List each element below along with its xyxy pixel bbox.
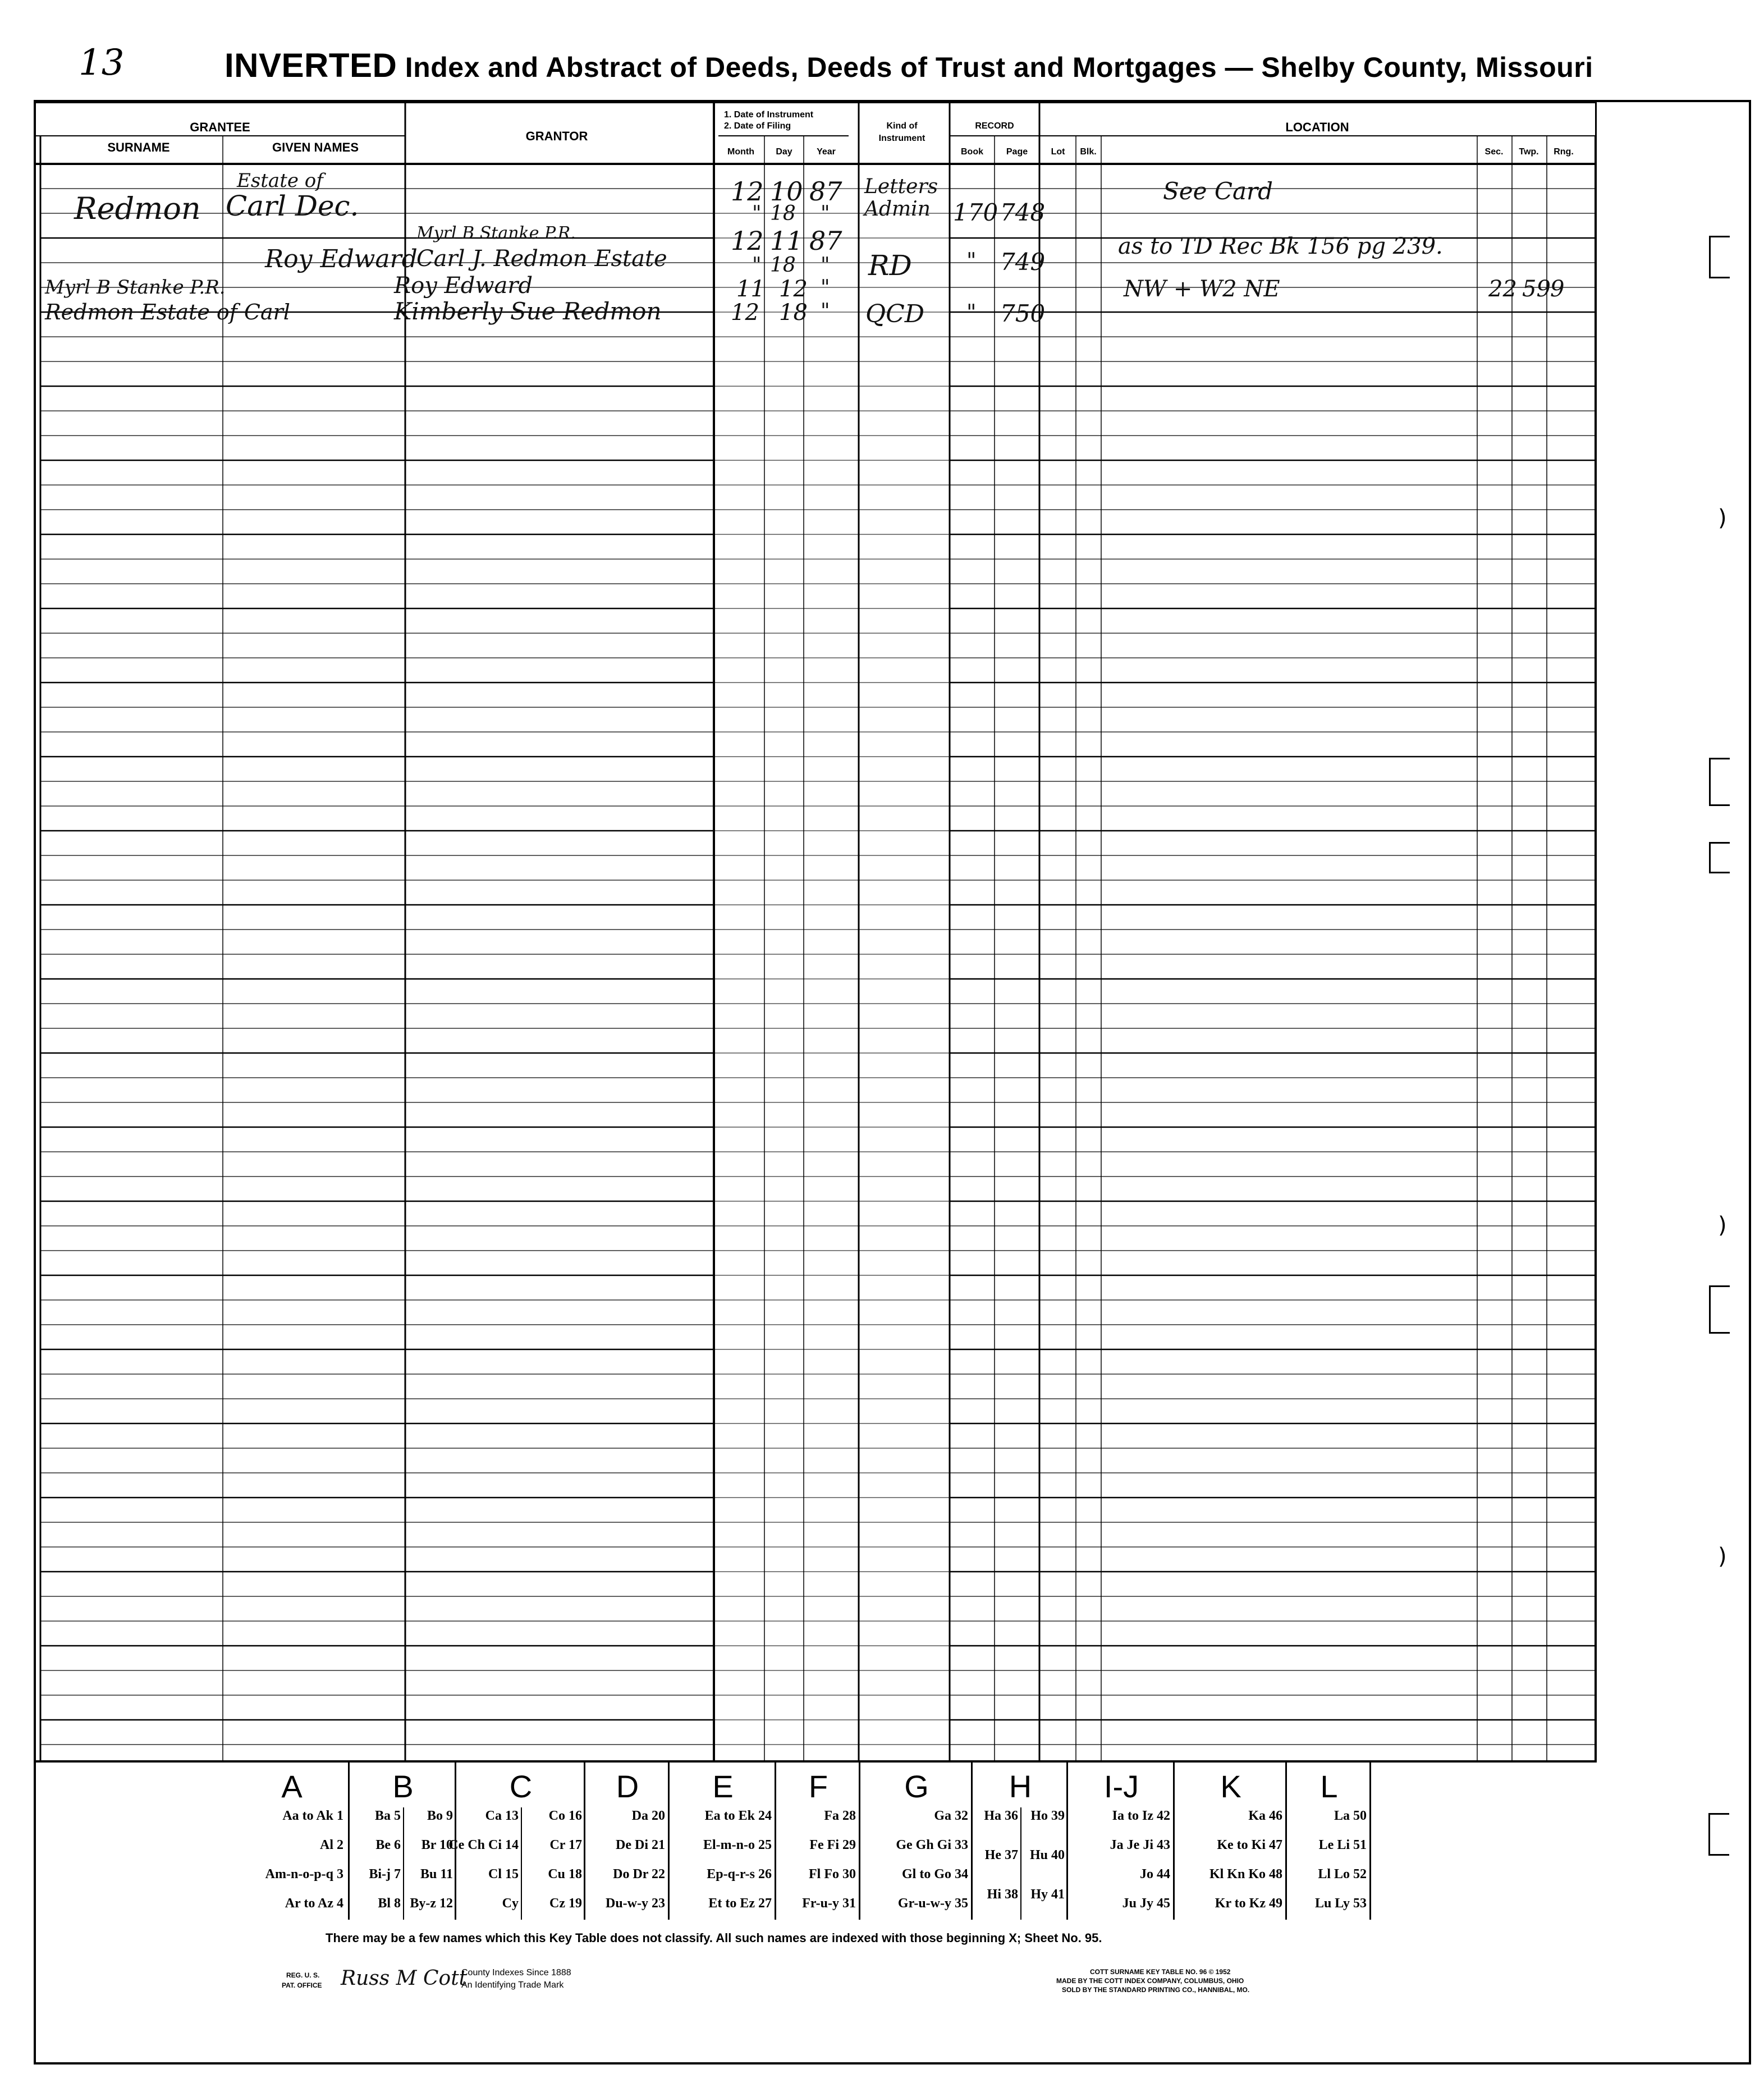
key-entry: Cl 15 [488,1867,519,1882]
entry-month: 12 [731,226,764,256]
month-header: Month [727,147,754,157]
binding-strip [1595,101,1752,1763]
key-column-a [236,1763,348,1920]
key-entry: Gl to Go 34 [902,1867,968,1882]
entry-month: " [752,202,762,225]
twp-header: Twp. [1519,147,1539,157]
entry-page: 748 [1000,199,1046,226]
key-entry: Ge Gh Gi 33 [896,1838,968,1852]
entry-surname: Myrl B Stanke P.R. [45,276,226,299]
entry-day: 18 [770,254,796,277]
key-letter: D [616,1769,639,1804]
entry-year: 87 [809,226,842,256]
key-entry: Fl Fo 30 [809,1867,856,1882]
key-letter: F [808,1769,828,1804]
key-entry: He 37 [984,1848,1018,1862]
key-entry: Ea to Ek 24 [704,1809,772,1823]
entry-book: " [966,300,977,324]
key-entry: Be 6 [375,1838,401,1852]
key-letter: I-J [1103,1769,1139,1804]
key-entry: Ar to Az 4 [285,1896,343,1911]
key-entry: Am-n-o-p-q 3 [265,1867,343,1882]
key-entry: Gr-u-w-y 35 [897,1896,968,1911]
entry-grantor-note: Myrl B Stanke P.R. [416,223,576,243]
entry-day: 11 [770,226,803,256]
rng-header: Rng. [1554,147,1574,157]
key-letter: L [1320,1769,1338,1804]
ring-hole-mark: ) [1718,1212,1727,1238]
entry-surname: Redmon Estate of Carl [45,300,290,324]
reg-line-1: REG. U. S. [286,1971,320,1979]
entry-kind: Admin [864,198,931,221]
entry-kind: QCD [865,300,925,328]
ring-hole-mark: ) [1718,505,1727,531]
page-number: 13 [79,42,125,84]
entry-given-names: Carl Dec. [226,190,359,222]
key-subdivider [521,1807,522,1920]
key-table-copyright: COTT SURNAME KEY TABLE NO. 96 © 1952 [1090,1968,1231,1976]
grantee-header: GRANTEE [190,120,250,134]
page-footer [35,1965,1752,2032]
surname-header: SURNAME [107,140,170,154]
title-rest: Index and Abstract of Deeds, Deeds of Trust and Mortgages — Shelby County, Missouri [405,52,1593,83]
book-header: Book [961,147,983,157]
key-entry: Jo 44 [1140,1867,1170,1882]
lot-header: Lot [1051,147,1065,157]
key-column-b [348,1763,456,1920]
ledger-entries [35,101,1595,393]
key-table-note: There may be a few names which this Key Table does not classify. All such names are indexed with those beginning X; Sheet No. 95. [326,1931,1102,1945]
entry-month: " [752,254,762,277]
key-entry: Ll Lo 52 [1318,1867,1367,1882]
entry-grantor: Kimberly Sue Redmon [394,297,662,325]
key-entry: La 50 [1334,1809,1367,1823]
page-col-header: Page [1006,147,1028,157]
key-entry: De Di 21 [616,1838,665,1852]
key-entry: Kr to Kz 49 [1215,1896,1282,1911]
key-entry: Fe Fi 29 [809,1838,856,1852]
date-header-2: 2. Date of Filing [724,121,791,131]
key-entry: Cu 18 [548,1867,582,1882]
key-entry: Al 2 [320,1838,343,1852]
entry-day: 10 [770,176,803,207]
key-entry: Fr-u-y 31 [802,1896,856,1911]
entry-month: 11 [736,276,765,302]
key-entry: Cr 17 [549,1838,582,1852]
key-column-l [1285,1763,1371,1920]
key-column-k [1173,1763,1287,1920]
ring-hole-mark: ) [1718,1544,1727,1569]
surname-key-table [236,1763,1392,1925]
maker-line: MADE BY THE COTT INDEX COMPANY, COLUMBUS, OHIO [1056,1977,1244,1985]
entry-sec: 22 [1488,276,1517,302]
binder-tab-mark [1709,236,1730,278]
record-header: RECORD [975,121,1014,131]
entry-day: 12 [779,276,808,302]
kind-header-1: Kind of [886,121,918,131]
key-entry: By-z 12 [410,1896,453,1911]
entry-day: 18 [770,202,796,225]
entry-year: " [821,276,830,299]
key-entry: Ho 39 [1030,1809,1065,1823]
cott-signature: Russ M Cott [341,1967,468,1990]
key-letter: B [392,1769,414,1804]
reg-line-2: PAT. OFFICE [282,1981,322,1989]
key-entry: Lu Ly 53 [1314,1896,1367,1911]
sec-header: Sec. [1484,147,1504,157]
entry-location: See Card [1163,177,1273,205]
key-column-g [859,1763,973,1920]
key-entry: Bo 9 [427,1809,453,1823]
entry-book: 170 [953,199,998,226]
key-column-h [971,1763,1068,1920]
key-entry: Et to Ez 27 [708,1896,772,1911]
entry-year: 87 [809,176,842,207]
key-entry: Ep-q-r-s 26 [707,1867,772,1882]
day-header: Day [776,147,792,157]
key-entry: Bl 8 [378,1896,401,1911]
key-letter: A [281,1769,303,1804]
key-column-i-j [1066,1763,1175,1920]
key-entry: Cz 19 [549,1896,582,1911]
binder-tab-mark [1709,758,1730,806]
entry-twp: 59 [1522,276,1551,302]
key-entry: Aa to Ak 1 [282,1809,343,1823]
since-1888: County Indexes Since 1888 [461,1968,571,1977]
key-end-rule [1369,1763,1371,1920]
entry-location: as to TD Rec Bk 156 pg 239. [1118,234,1443,259]
date-header-1: 1. Date of Instrument [724,110,814,120]
key-entry: Do Dr 22 [613,1867,665,1882]
key-column-f [775,1763,860,1920]
entry-grantor: Roy Edward [394,273,533,299]
entry-month: 12 [731,176,764,207]
binder-tab-mark [1709,1285,1730,1334]
key-entry: Da 20 [631,1809,665,1823]
key-entry: Hi 38 [987,1887,1018,1902]
blk-header: Blk. [1080,147,1097,157]
key-subdivider [403,1807,404,1920]
key-entry: Ba 5 [374,1809,401,1823]
key-column-c [448,1763,585,1920]
key-entry: Hy 41 [1030,1887,1065,1902]
key-entry: Ia to Iz 42 [1112,1809,1170,1823]
key-letter: G [904,1769,929,1804]
key-letter: E [712,1769,734,1804]
entry-month: 12 [731,300,759,326]
entry-page: 749 [1000,248,1046,276]
key-entry: Kl Kn Ko 48 [1209,1867,1282,1882]
key-entry: Fa 28 [824,1809,856,1823]
key-entry: Ce Ch Ci 14 [448,1838,519,1852]
key-entry: Ca 13 [485,1809,519,1823]
key-entry: Ja Je Ji 43 [1110,1838,1170,1852]
key-entry: Ha 36 [984,1809,1018,1823]
entry-year: " [821,300,830,323]
entry-page: 750 [1000,300,1046,327]
binder-tab-mark [1709,842,1730,873]
kind-header-2: Instrument [878,134,925,143]
entry-rng: 9 [1550,276,1565,302]
key-entry: Br 10 [421,1838,453,1852]
key-letter: C [509,1769,533,1804]
key-entry: Cy [502,1896,519,1911]
key-entry: Ga 32 [934,1809,968,1823]
key-column-e [668,1763,776,1920]
entry-kind: Letters [864,175,938,198]
entry-grantor: Carl J. Redmon Estate [416,246,667,272]
key-entry: Le Li 51 [1318,1838,1367,1852]
key-letter: H [1009,1769,1032,1804]
given-names-header: GIVEN NAMES [272,140,359,154]
key-entry: Ju Jy 45 [1122,1896,1170,1911]
entry-book: " [966,248,977,273]
key-entry: Co 16 [548,1809,582,1823]
key-entry: Du-w-y 23 [606,1896,665,1911]
entry-year: " [821,202,830,225]
key-entry: Ka 46 [1248,1809,1282,1823]
year-header: Year [817,147,836,157]
entry-location: NW + W2 NE [1124,276,1280,302]
key-column-d [584,1763,670,1920]
entry-kind: RD [868,249,912,282]
key-entry: Hu 40 [1029,1848,1065,1862]
grantor-header: GRANTOR [525,129,588,143]
key-entry: Bu 11 [420,1867,453,1882]
key-subdivider [1020,1807,1021,1920]
entry-day: 18 [779,300,808,326]
entry-surname: Redmon [74,191,201,226]
seller-line: SOLD BY THE STANDARD PRINTING CO., HANNIBAL, MO. [1062,1986,1250,1994]
key-entry: Bi-j 7 [369,1867,401,1882]
key-letter: K [1220,1769,1241,1804]
trademark-line: An Identifying Trade Mark [461,1980,564,1990]
key-entry: Ke to Ki 47 [1217,1838,1282,1852]
key-entry: El-m-n-o 25 [703,1838,772,1852]
entry-given-names: Roy Edward [265,245,418,273]
location-header: LOCATION [1285,120,1349,134]
page-title [224,46,1593,85]
entry-surname-note: Estate of [237,170,323,192]
binder-tab-mark [1708,1813,1729,1856]
title-inverted: INVERTED [224,47,397,84]
entry-year: " [821,254,830,277]
